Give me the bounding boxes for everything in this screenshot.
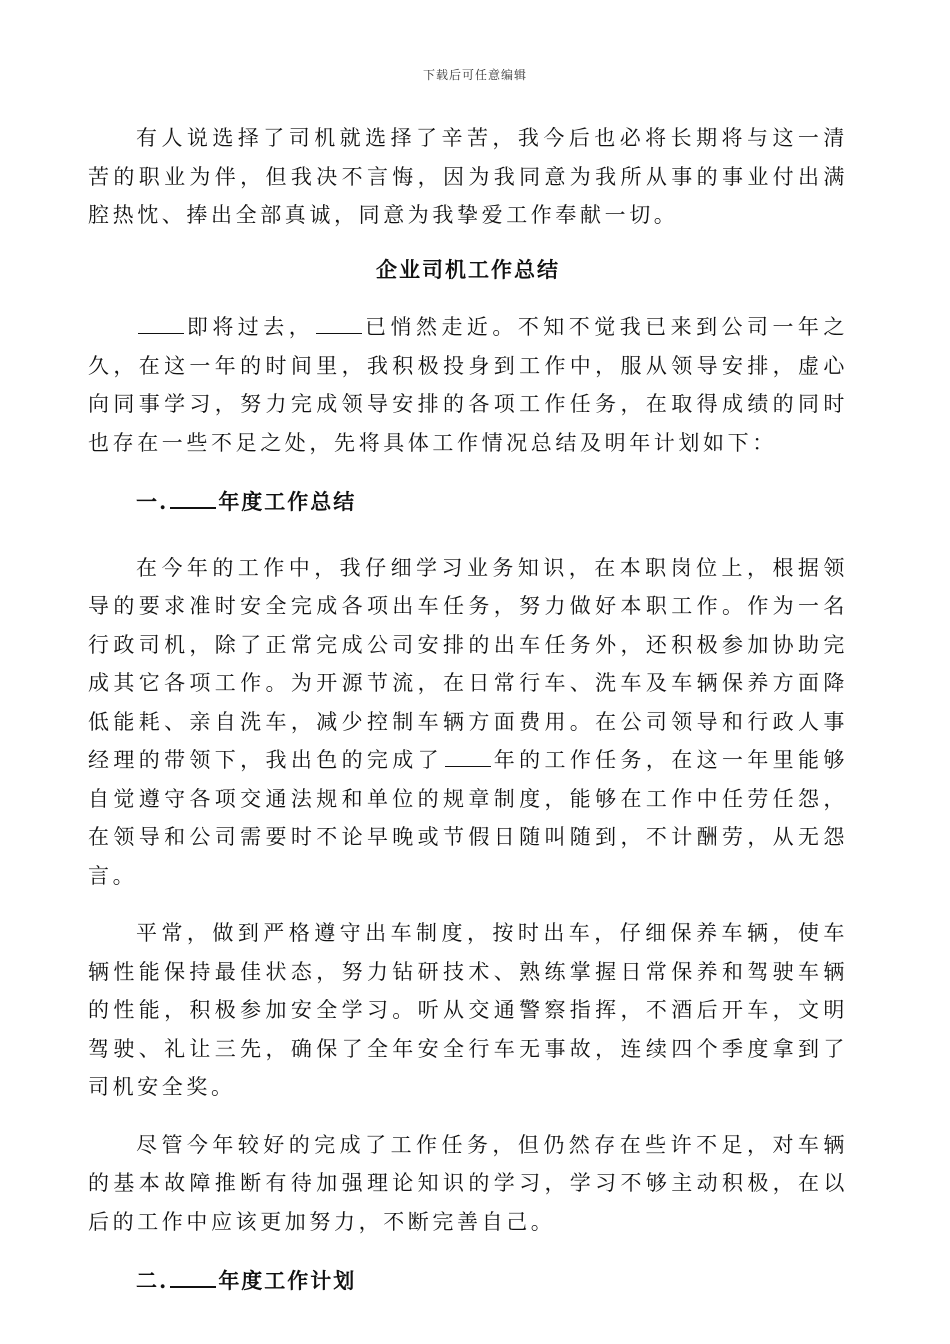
year-blank bbox=[138, 315, 184, 334]
summary-text-1: 在今年的工作中，我仔细学习业务知识，在本职岗位上，根据领导的要求准时安全完成各项出车任务，努力做好本职工作。作为一名行政司机，除了正常完成公司安排的出车任务外，还积极参加协助完成其它各项工作。为开源节流，在日常行车、洗车及车辆保养方面降低能耗、亲自洗车，减少控制车辆方面费用。在公司领导和行政人事经理的带领下，我出色的完成了 bbox=[88, 555, 848, 772]
year-blank bbox=[316, 315, 362, 334]
opening-text-2: 已悄然走近。不知不觉我已来到公司一年之久，在这一年的时间里，我积极投身到工作中，服从领导安排，虚心向同事学习，努力完成领导安排的各项工作任务，在取得成绩的同时也存在一些不足之处，先将具体工作情况总结及明年计划如下： bbox=[88, 315, 848, 455]
summary-paragraph-3: 尽管今年较好的完成了工作任务，但仍然存在些许不足，对车辆的基本故障推断有待加强理论知识的学习，学习不够主动积极，在以后的工作中应该更加努力，不断完善自己。 bbox=[88, 1132, 848, 1234]
summary-paragraph-1 bbox=[88, 549, 848, 896]
summary-text-2: 年的工作任务，在这一年里能够自觉遵守各项交通法规和单位的规章制度，能够在工作中任劳任怨，在领导和公司需要时不论早晚或节假日随叫随到，不计酬劳，从无怨言。 bbox=[88, 748, 848, 888]
page-header-note: 下载后可任意编辑 bbox=[422, 68, 527, 82]
document-body bbox=[88, 119, 848, 1301]
opening-text-1: 即将过去， bbox=[186, 315, 315, 339]
section-title: 年度工作计划 bbox=[218, 1268, 357, 1293]
year-blank bbox=[170, 1268, 216, 1288]
document-title: 企业司机工作总结 bbox=[376, 256, 560, 282]
opening-paragraph bbox=[88, 308, 848, 462]
section-heading-1 bbox=[88, 483, 848, 522]
year-blank bbox=[170, 489, 216, 509]
year-blank bbox=[445, 748, 491, 767]
section-heading-2 bbox=[88, 1262, 848, 1301]
section-number: 二. bbox=[136, 1268, 169, 1293]
intro-paragraph: 有人说选择了司机就选择了辛苦，我今后也必将长期将与这一清苦的职业为伴，但我决不言悔，因为我同意为我所从事的事业付出满腔热忱、捧出全部真诚，同意为我挚爱工作奉献一切。 bbox=[88, 126, 848, 227]
section-number: 一. bbox=[136, 489, 169, 514]
summary-paragraph-2: 平常，做到严格遵守出车制度，按时出车，仔细保养车辆，使车辆性能保持最佳状态，努力钻研技术、熟练掌握日常保养和驾驶车辆的性能，积极参加安全学习。听从交通警察指挥，不酒后开车，文明驾驶、礼让三先，确保了全年安全行车无事故，连续四个季度拿到了司机安全奖。 bbox=[88, 921, 848, 1099]
section-title: 年度工作总结 bbox=[218, 489, 357, 514]
